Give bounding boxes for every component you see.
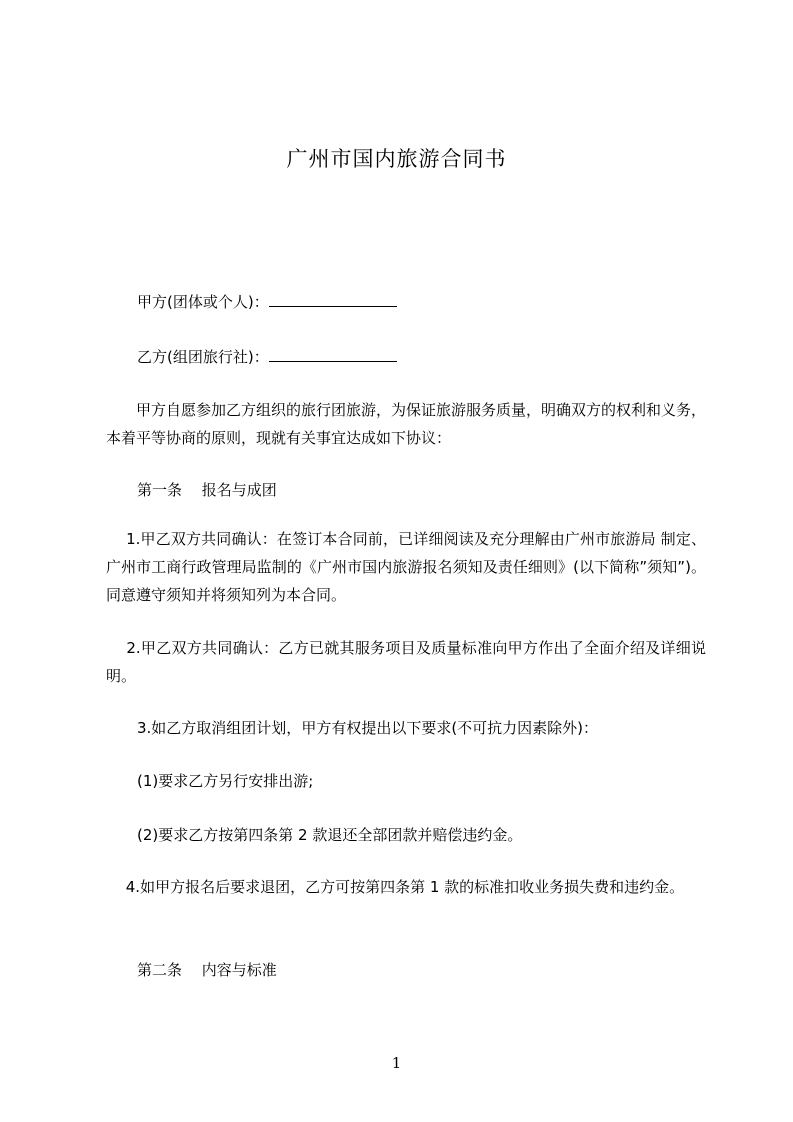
party-a-line bbox=[137, 291, 397, 312]
clause-3: 3.如乙方取消组团计划，甲方有权提出以下要求(不可抗力因素除外)： bbox=[137, 719, 599, 737]
intro-paragraph: 甲方自愿参加乙方组织的旅行团旅游，为保证旅游服务质量，明确双方的权利和义务，本着平等协商的原则，现就有关事宜达成如下协议： bbox=[106, 401, 707, 447]
party-b-label: 乙方(组团旅行社)： bbox=[137, 348, 269, 366]
party-b-line bbox=[137, 346, 397, 367]
party-b-blank bbox=[269, 346, 397, 362]
clause-4: 4.如甲方报名后要求退团，乙方可按第四条第 1 款的标准扣收业务损失费和违约金。 bbox=[106, 878, 685, 896]
party-a-blank bbox=[269, 291, 397, 307]
party-a-label: 甲方(团体或个人)： bbox=[137, 293, 269, 311]
article1-heading: 第一条 报名与成团 bbox=[137, 481, 277, 499]
page-number: 1 bbox=[391, 1054, 402, 1072]
clause-3-item-2: (2)要求乙方按第四条第 2 款退还全部团款并赔偿违约金。 bbox=[137, 826, 523, 844]
clause-3-item-1: (1)要求乙方另行安排出游; bbox=[137, 772, 314, 790]
document-title: 广州市国内旅游合同书 bbox=[286, 147, 507, 171]
clause-2: 2.甲乙双方共同确认：乙方已就其服务项目及质量标准向甲方作出了全面介绍及详细说明。 bbox=[106, 639, 706, 685]
article2-heading: 第二条 内容与标准 bbox=[137, 961, 277, 979]
clause-1: 1.甲乙双方共同确认：在签订本合同前，已详细阅读及充分理解由广州市旅游局 制定、广州市工商行政管理局监制的《广州市国内旅游报名须知及责任细则》(以下简称”须知”)。同意遵守须知并将须知列为本合同。 bbox=[106, 530, 706, 604]
